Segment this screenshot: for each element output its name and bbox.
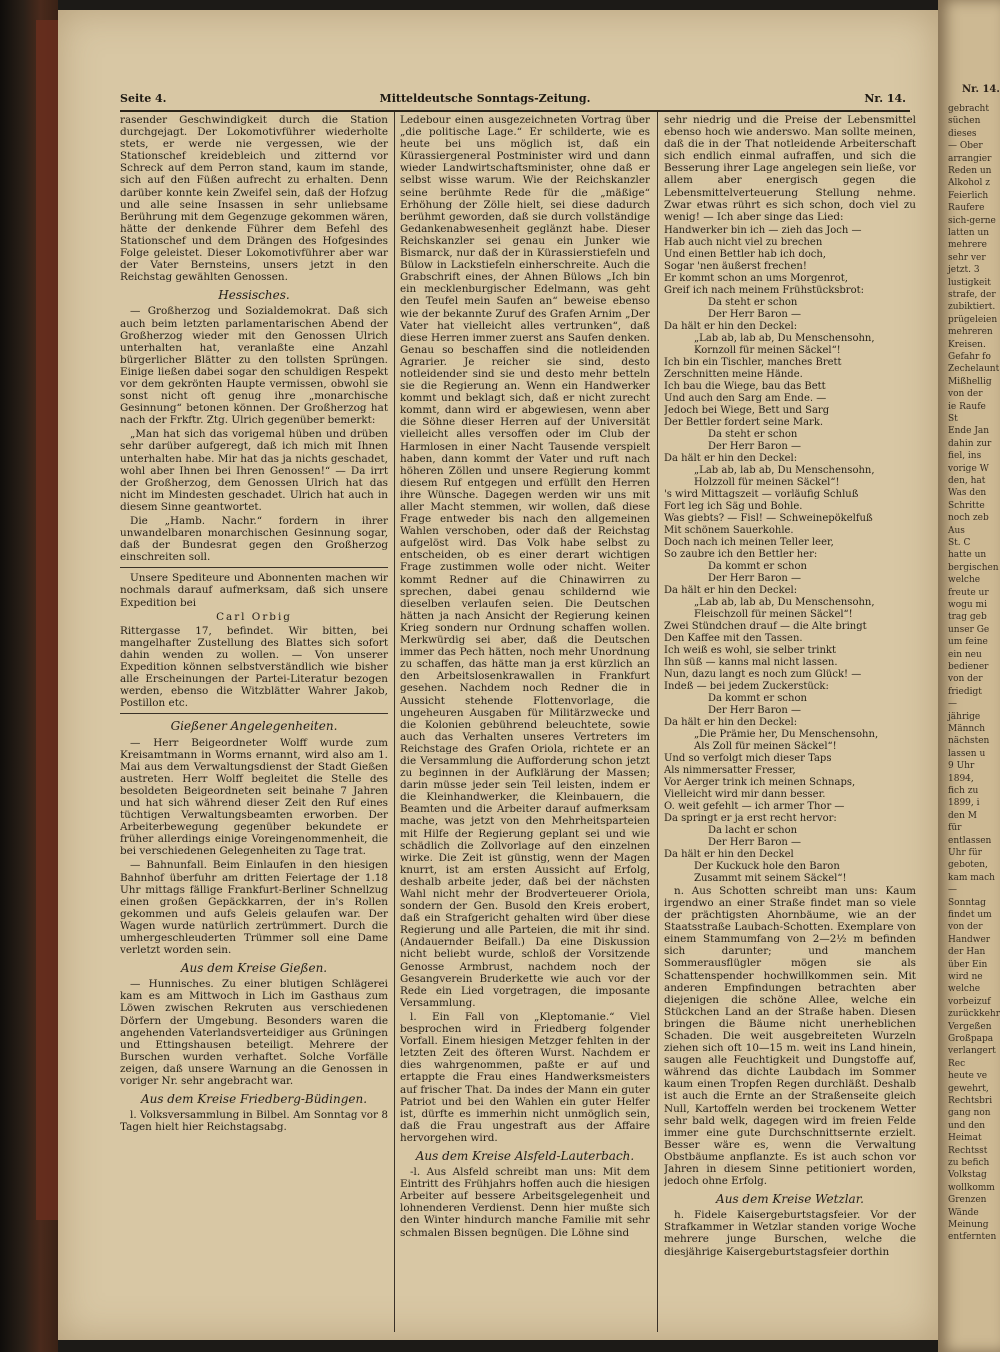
adjacent-page-line: Zechelaunt	[948, 364, 1000, 375]
adjacent-page-line: sich-gerne	[948, 215, 996, 226]
adjacent-page-line: zubiktiert.	[948, 302, 996, 313]
issue-number: Nr. 14.	[864, 92, 906, 105]
section-heading: Hessisches.	[218, 288, 290, 303]
adjacent-page-line: welche	[948, 575, 981, 586]
poem	[664, 225, 916, 885]
adjacent-page-line: Großpapa	[948, 1034, 994, 1044]
adjacent-page-line: und den	[948, 1120, 986, 1131]
newspaper-title: Mitteldeutsche Sonntags-Zeitung.	[379, 92, 591, 105]
article-text: Ledebour einen ausgezeichneten Vortrag über „die politische Lage.“ Er schilderte, wie es heute bei uns möglich ist, daß ein Kürassiergeneral Postminister wird und dann wieder Landwirtschaftsminister, ohne daß er selbst wisse warum. Wie der Reichskanzler seine berühmte Rede für die „mäßige“ Erhöhung der Zölle hielt, sei diese dadurch berühmt geworden, daß sie durch vollständige Gedankenabwesenheit geglänzt habe. Dieser Reichskanzler sei genau ein Junker wie Bismarck, nur daß der in Kürassierstiefeln und Bülow in Lackstiefeln einherschreite. Auch die Grabschrift eines, der Ahnen Bülows „Ich bin ein mecklenburgischer Edelmann, was geht den Teufel mein Saufen an“ beweise ebenso wie der bekannte Zuruf des Grafen Arnim „Der Vater hat vielleicht alles vertrunken“, daß diese Herren immer zuerst ans Saufen denken. Genau so beschaffen sind die notleidenden Agrarier. Je reicher sie sind, desto notleidender sind sie und desto mehr betteln sie die Regierung an. Wenn ein Handwerker kommt und beklagt sich, daß er nicht zurecht kommt, dann wird er abgewiesen, wenn aber die Söhne dieser Herren auf der Universität vielleicht alles versoffen oder im Club der Harmlosen in einer Nacht Tausende verspielt haben, dann kommt der Vater und ruft nach höheren Zöllen und unsere Regierung kommt diesem Ruf entgegen und erfüllt den Herren ihre Wünsche. Dagegen werden wir uns mit aller Macht stemmen, wir wollen, daß diese Frage entweder bis nach den allgemeinen Wahlen verschoben, oder daß der Reichstag aufgelöst wird. Das Volk habe selbst zu entscheiden, ob es einer derart wichtigen Frage zustimmen wolle oder nicht. Weiter kommt Redner auf die Chinawirren zu sprechen, dabei genau schildernd wie dieselben verlaufen seien. Die Deutschen hätten ja nach Ansicht der Regierung keinen Krieg sondern nur Ordnung schaffen wollen. Merkwürdig sei aber, daß die Deutschen immer das Pech hätten, noch mehr Unordnung zu schaffen, das hätte man ja erst kürzlich an den Arbeitslosenkrawallen in Frankfurt gesehen. Nachdem noch Redner die in Aussicht stehende Flottenvorlage, die ungeheuren Ausgaben für Militärzwecke und die Kolonien gebührend beleuchtete, sowie auch das Verhalten unseres Vertreters im Reichstage des Grafen Oriola, richtete er an die Versammlung die Aufforderung schon jetzt zu beginnen in der Aufklärung der Massen; darin müsse jeder sein Teil leisten, indem er die Kleinhandwerker, die Kleinbauern, die Beamten und die Arbeiter darauf aufmerksam mache, was jetzt von den Mehrheitsparteien mit Hilfe der Regierung geplant sei und wie schädlich die Zollvorlage auf den einzelnen wirke. Die Zeit ist günstig, wenn der Magen knurrt, ist am ersten Aussicht auf Erfolg, deshalb arbeite jeder, daß bei der nächsten Wahl nicht mehr der Brodverteuerer Oriola, sondern der Gen. Busold den Kreis erobert, daß ein Strafgericht gehalten wird über diese Regierung und alle Parteien, die mit ihr sind. (Andauernder Beifall.) Da eine Diskussion nicht beliebt wurde, schloß der Vorsitzende Genosse Armbrust, nachdem noch der Gesangverein Bruderkette wie auch vor der Rede ein Lied vorgetragen, die imposante Versammlung.	[400, 114, 650, 1009]
adjacent-page-line: Alkohol z	[948, 178, 990, 189]
poem-line: Als nimmersatter Fresser,	[664, 764, 796, 776]
adjacent-page-line: entfernten	[948, 1232, 997, 1243]
article-text: h. Fidele Kaisergeburtstagsfeier. Vor der Strafkammer in Wetzlar standen vorige Woche mehrere junge Burschen, welche die diesjährige Kaisergeburtstagsfeier dorthin	[664, 1209, 916, 1258]
poem-line: Was giebts? — Fisl! — Schweinepökelfuß	[664, 512, 873, 524]
poem-line: So zaubre ich den Bettler her:	[664, 548, 818, 560]
adjacent-page-line: Meinung	[948, 1220, 989, 1230]
adjacent-page-line: mehreren	[948, 327, 993, 338]
poem-line: Sogar 'nen äußerst frechen!	[664, 260, 807, 272]
poem-line: Nun, dazu langt es noch zum Glück! —	[664, 668, 862, 680]
poem-line: „Lab ab, lab ab, Du Menschensohn,	[694, 596, 875, 608]
adjacent-page-line: Männch	[948, 724, 986, 734]
article-text: — Großherzog und Sozialdemokrat. Daß sich auch beim letzten parlamentarischen Abend der Großherzog wieder mit den Genossen Ulrich unterhalten hat, veranlaßte eine Anzahl bürgerlicher Blätter zu den tollsten Sprüngen. Einige ließen dabei sogar den schuldigen Respekt vor dem gekrönten Haupte vermissen, obwohl sie sonst nicht oft genug ihre „monarchische Gesinnung“ betonen können. Der Großherzog hat nach der Frkftr. Ztg. Ulrich gegenüber bemerkt:	[120, 305, 388, 427]
adjacent-page-line: gang non	[948, 1108, 991, 1119]
poem-line: Der Herr Baron —	[708, 440, 802, 452]
poem-line: Der Bettler fordert seine Mark.	[664, 416, 824, 428]
section-heading: Gießener Angelegenheiten.	[170, 719, 338, 734]
poem-line: Der Herr Baron —	[708, 308, 802, 320]
adjacent-page-line: ie Raufe	[948, 401, 986, 412]
adjacent-page-line: gebracht	[948, 104, 989, 114]
adjacent-page-line: den, hat	[948, 476, 986, 486]
poem-line: Ich bau die Wiege, bau das Bett	[664, 380, 826, 392]
poem-line: Zwei Stündchen drauf — die Alte bringt	[664, 620, 867, 632]
adjacent-page-line: Was den	[948, 488, 987, 499]
article-text: -l. Aus Alsfeld schreibt man uns: Mit dem Eintritt des Frühjahrs hoffen auch die hiesigen Arbeiter auf bessere Arbeitsgelegenheit und lohnenderen Verdienst. Denn hier mußte sich den Winter hindurch manche Familie mit sehr schmalen Bissen begnügen. Die Löhne sind	[400, 1166, 650, 1239]
poem-line: Da hält er hin den Deckel:	[664, 320, 798, 332]
poem-line: Fleischzoll für meinen Säckel“!	[694, 608, 853, 620]
adjacent-page-line: entlassen	[948, 835, 992, 846]
adjacent-page-line: wollkomm	[948, 1182, 995, 1193]
poem-line: Da kommt er schon	[708, 692, 807, 704]
adjacent-page-line: hatte un	[948, 550, 987, 561]
adjacent-page-line: —	[948, 699, 957, 710]
article-text: Die „Hamb. Nachr.“ fordern in ihrer unwandelbaren monarchischen Gesinnung sogar, daß der Bundesrat gegen den Großherzog einschreiten soll.	[120, 515, 388, 564]
adjacent-page-line: jährige	[948, 711, 981, 722]
poem-line: 's wird Mittagszeit — vorläufig Schluß	[664, 488, 859, 500]
adjacent-page-line: über Ein	[948, 959, 988, 970]
adjacent-page-line: der Han	[948, 947, 986, 958]
column-2	[400, 114, 650, 1334]
adjacent-page-line: fich zu	[948, 786, 979, 796]
adjacent-page-line: strafe, der	[948, 290, 996, 300]
poem-line: Da kommt er schon	[708, 560, 807, 572]
adjacent-page-line: Mißhellig	[948, 376, 992, 387]
poem-line: Der Herr Baron —	[708, 572, 802, 584]
adjacent-page-line: sehr ver	[948, 252, 986, 263]
adjacent-page-line: jetzt. 3	[948, 265, 980, 276]
adjacent-page-line: süchen	[948, 116, 981, 127]
poem-line: Doch nach ich meinen Teller leer,	[664, 536, 834, 548]
adjacent-page-line: Uhr für	[948, 848, 982, 858]
poem-line: Da hält er hin den Deckel:	[664, 584, 798, 596]
adjacent-page-line: vorbeizuf	[948, 996, 991, 1007]
adjacent-page-line: wogu mi	[948, 600, 987, 610]
adjacent-page-line: bergischen	[948, 562, 999, 573]
article-text: — Bahnunfall. Beim Einlaufen in den hiesigen Bahnhof überfuhr am dritten Feiertage der 1.18 Uhr mittags fällige Frankfurt-Berliner Schnellzug einen großen Gepäckkarren, der in's Rollen gekommen und aufs Geleis gelaufen war. Der Wagen wurde natürlich zertrümmert. Durch die umhergeschleuderten Trümmer soll eine Dame verletzt worden sein.	[120, 859, 388, 957]
adjacent-page-line: dahin zur	[948, 438, 992, 449]
poem-line: Da springt er ja erst recht hervor:	[664, 812, 837, 824]
adjacent-page-line: für	[948, 823, 962, 834]
adjacent-page-line: geboten,	[948, 860, 988, 871]
poem-line: Holzzoll für meinen Säckel“!	[694, 476, 840, 488]
poem-line: Ich bin ein Tischler, manches Brett	[664, 356, 842, 368]
poem-line: Den Kaffee mit den Tassen.	[664, 632, 803, 644]
poem-line: Und so verfolgt mich dieser Taps	[664, 752, 832, 764]
poem-line: Er kommt schon an ums Morgenrot,	[664, 272, 848, 284]
separator	[120, 567, 388, 568]
adjacent-page-line: arrangier	[948, 153, 992, 164]
poem-line: Und auch den Sarg am Ende. —	[664, 392, 827, 404]
adjacent-page-line: Volkstag	[948, 1170, 987, 1181]
adjacent-page-line: Grenzen	[948, 1195, 987, 1206]
poem-line: Ihn süß — kanns mal nicht lassen.	[664, 656, 838, 668]
header-rule	[120, 110, 910, 112]
article-text: rasender Geschwindigkeit durch die Station durchgejagt. Der Lokomotivführer wiederholte stets, er werde nie vergessen, wie der Stationschef kreidebleich und zitternd vor Schreck auf dem Perron stand, kaum im stande, sich auf den Füßen aufrecht zu erhalten. Denn darüber konnte kein Zweifel sein, daß der Hofzug und alle seine Insassen in sehr unliebsame Berührung mit dem Gegenzuge gekommen wären, hätte der denkende Führer dem Befehl des Stationschef und dem Drängen des Hofgesindes Folge geleistet. Dieser Lokomotivführer aber war der Vater Bernsteins, unsers jetzt in den Reichstag gewählten Genossen.	[120, 114, 388, 284]
adjacent-page-line: Rec	[948, 1058, 966, 1069]
adjacent-page-line: lustigkeit	[948, 277, 991, 288]
adjacent-page-header: Nr. 14.	[962, 84, 1000, 95]
poem-line: „Lab ab, lab ab, Du Menschensohn,	[694, 332, 875, 344]
adjacent-page-line: von der	[948, 674, 983, 685]
poem-line: Und einen Bettler hab ich doch,	[664, 248, 826, 260]
article-text: „Man hat sich das vorigemal hüben und drüben sehr darüber aufgeregt, daß ich mich mit Ihnen unterhalten habe. Mir hat das ja nichts geschadet, wohl aber Ihnen bei Ihren Genossen!“ — Da irrt der Großherzog, dem Genossen Ulrich hat das nicht im Mindesten geschadet. Ulrich hat auch in diesem Sinne geantwortet.	[120, 428, 388, 513]
adjacent-page-line: um feine	[948, 637, 988, 648]
adjacent-page-line: St. C	[948, 538, 971, 548]
adjacent-page-line: — Ober	[948, 141, 983, 152]
adjacent-page-line: lassen u	[948, 748, 986, 759]
adjacent-page-line: prügeleien	[948, 314, 998, 325]
poem-line: Kornzoll für meinen Säckel“!	[694, 344, 841, 356]
poem-line: Indeß — bei jedem Zuckerstück:	[664, 680, 829, 692]
adjacent-page-line: friedigt	[948, 686, 982, 697]
poem-line: Da steht er schon	[708, 428, 798, 440]
notice-name: Carl Orbig	[216, 610, 292, 623]
adjacent-page-line: freute ur	[948, 587, 989, 598]
column-rule-1	[394, 112, 395, 1332]
adjacent-page-line: Kreisen.	[948, 339, 986, 350]
adjacent-page-line: zurückkehr	[948, 1009, 1000, 1020]
column-rule-2	[657, 112, 658, 1332]
adjacent-page-line: St	[948, 414, 958, 424]
poem-line: Da hält er hin den Deckel:	[664, 716, 798, 728]
article-text: sehr niedrig und die Preise der Lebensmittel ebenso hoch wie anderswo. Man sollte meinen, daß die in der That notleidende Arbeiterschaft sich endlich einmal aufraffen, und sich die Besserung ihrer Lage angelegen sein ließe, vor allem aber energisch gegen die Lebensmittelverteuerung Stellung nehme. Zwar etwas rührt es sich schon, doch viel zu wenig! — Ich aber singe das Lied:	[664, 114, 916, 223]
poem-line: Der Herr Baron —	[708, 704, 802, 716]
article-text: l. Volksversammlung in Bilbel. Am Sonntag vor 8 Tagen hielt hier Reichstagsabg.	[120, 1109, 388, 1134]
section-heading: Aus dem Kreise Gießen.	[180, 961, 328, 976]
adjacent-page-line: 9 Uhr	[948, 761, 975, 772]
adjacent-page-line: gewehrt,	[948, 1083, 989, 1094]
adjacent-page-line: Reden un	[948, 166, 992, 176]
poem-line: Fort leg ich Säg und Bohle.	[664, 500, 803, 512]
adjacent-page-line: 1894,	[948, 773, 974, 784]
adjacent-page-line: dieses	[948, 128, 977, 139]
article-text: — Hunnisches. Zu einer blutigen Schlägerei kam es am Mittwoch in Lich im Gasthaus zum Löwen zwischen Rekruten aus verschiedenen Dörfern der Umgebung. Besonders waren die angehenden Vaterlandsverteidiger aus Grüningen und Ettingshausen beteiligt. Mehrere der Burschen wurden verhaftet. Solche Vorfälle zeigen, daß unsere Warnung an die Genossen in voriger Nr. sehr angebracht war.	[120, 978, 388, 1088]
adjacent-page-line: zu befich	[948, 1158, 990, 1168]
adjacent-page-line: noch zeb	[948, 513, 989, 524]
adjacent-page-line: Ende Jan	[948, 426, 990, 437]
article-text: l. Ein Fall von „Kleptomanie.“ Viel besprochen wird in Friedberg folgender Vorfall. Einem hiesigen Metzger fehlten in der letzten Zeit des öfteren Wurst. Nachdem er dies wahrgenommen, paßte er auf und ertappte die Frau eines Handwerksmeisters auf frischer That. Da indes der Mann ein guter Patriot und bei den Wahlen ein guter Helfer ist, dürfte es immerhin nicht unmöglich sein, daß die Frau ungestraft aus der Affaire hervorgehen wird.	[400, 1010, 650, 1144]
poem-line: Da hält er hin den Deckel	[664, 848, 794, 860]
column-3	[664, 114, 916, 1334]
poem-line: Zerschnitten meine Hände.	[664, 368, 803, 380]
adjacent-page-line: unser Ge	[948, 624, 990, 635]
adjacent-page-line: Vergeßen	[948, 1021, 992, 1032]
adjacent-page-line: bediener	[948, 662, 989, 672]
adjacent-page-line: von der	[948, 389, 983, 400]
adjacent-page-line: Heimat	[948, 1133, 982, 1144]
poem-line: Da hält er hin den Deckel:	[664, 452, 798, 464]
section-heading: Aus dem Kreise Alsfeld-Lauterbach.	[415, 1148, 635, 1163]
poem-line: Vielleicht wird mir dann besser.	[664, 788, 826, 800]
adjacent-page-line: nächsten	[948, 736, 990, 747]
poem-line: Da steht er schon	[708, 296, 798, 308]
adjacent-page-line: latten un	[948, 228, 990, 238]
notice-text: Rittergasse 17, befindet. Wir bitten, bei mangelhafter Zustellung des Blattes sich sofort dahin wenden zu wollen. — Von unserer Expedition können selbstverständlich wie bisher alle Erscheinungen der Partei-Literatur bezogen werden, ebenso die Witzblätter Wahrer Jakob, Postillon etc.	[120, 624, 388, 710]
adjacent-page	[938, 0, 1000, 1352]
binding-edge	[36, 20, 58, 1220]
adjacent-page-line: kam mach	[948, 872, 995, 883]
adjacent-page-line: fiel, ins	[948, 451, 982, 462]
adjacent-page-line: von der	[948, 922, 983, 933]
page-number: Seite 4.	[120, 92, 167, 105]
adjacent-page-line: heute ve	[948, 1071, 988, 1082]
article-text: n. Aus Schotten schreibt man uns: Kaum irgendwo an einer Straße findet man so viele der prächtigsten Ahornbäume, wie an der Staatsstraße Laubach-Schotten. Exemplare von einem Stammumfang von 2—2½ m befinden sich darunter; und manchem Sommerausflügler mögen sie als Schattenspender hochwillkommen sein. Mit anderen Empfindungen betrachten aber diejenigen die schöne Allee, welche ein Stückchen Land an der Straße haben. Diesen bringen die Bäume nicht unerheblichen Schaden. Die weit ausgebreiteten Wurzeln ziehen sich oft 10—15 m. weit ins Land hinein, saugen alle Feuchtigkeit und Dungstoffe auf, während das dichte Laubdach im Sommer kaum einen Tropfen Regen durchläßt. Deshalb ist auch die Ernte an der Straßenseite gleich Null, Kartoffeln werden bei trockenem Wetter sehr bald welk, dagegen wird im freien Felde immer eine gute Durchschnittsernte erzielt. Besser wäre es, wenn die Verwaltung Obstbäume anpflanzte. Es ist auch schon vor Jahren in diesem Sinne petitioniert worden, jedoch ohne Erfolg.	[664, 884, 916, 1188]
adjacent-page-line: —	[948, 885, 957, 896]
poem-line: O. weit gefehlt — ich armer Thor —	[664, 800, 845, 812]
poem-line: Mit schönem Sauerkohle.	[664, 524, 794, 536]
adjacent-page-line: wird ne	[948, 972, 983, 982]
poem-line: „Lab ab, lab ab, Du Menschensohn,	[694, 464, 875, 476]
adjacent-page-line: mehrere	[948, 240, 987, 251]
adjacent-page-line: ein neu	[948, 649, 982, 660]
poem-line: Da lacht er schon	[708, 824, 798, 836]
poem-line: „Die Prämie her, Du Menschensohn,	[694, 728, 879, 740]
adjacent-page-line: Raufere	[948, 203, 985, 214]
adjacent-page-line: Aus	[948, 525, 965, 536]
section-heading: Aus dem Kreise Friedberg-Büdingen.	[140, 1092, 368, 1107]
poem-line: Greif ich nach meinem Frühstücksbrot:	[664, 284, 864, 296]
adjacent-page-line: Gefahr fo	[948, 352, 991, 362]
adjacent-page-line: Handwer	[948, 934, 991, 945]
adjacent-page-line: Rechtsst	[948, 1145, 988, 1156]
poem-line: Hab auch nicht viel zu brechen	[664, 236, 823, 248]
adjacent-page-line: Sonntag	[948, 897, 986, 908]
adjacent-page-line: Rechtsbri	[948, 1096, 993, 1106]
notice-text: Unsere Spediteure und Abonnenten machen wir nochmals darauf aufmerksam, daß sich unsere Expedition bei	[120, 572, 388, 609]
adjacent-page-line: den M	[948, 810, 977, 821]
adjacent-page-line: verlangert	[948, 1046, 996, 1057]
column-1	[120, 114, 388, 1334]
adjacent-page-line: trag geb	[948, 612, 987, 623]
section-heading: Aus dem Kreise Wetzlar.	[716, 1192, 864, 1207]
adjacent-page-line: findet um	[948, 910, 992, 920]
adjacent-page-line: Feierlich	[948, 190, 989, 201]
poem-line: Vor Aerger trink ich meinen Schnaps,	[664, 776, 856, 788]
adjacent-page-line: Schritte	[948, 500, 985, 511]
poem-line: Der Herr Baron —	[708, 836, 802, 848]
adjacent-page-line: welche	[948, 984, 981, 995]
book-binding	[0, 0, 58, 1352]
adjacent-page-line: Wände	[948, 1207, 979, 1218]
adjacent-page-line: vorige W	[948, 463, 989, 474]
poem-line: Zusammt mit seinem Säckel“!	[694, 872, 847, 884]
poem-line: Als Zoll für meinen Säckel“!	[694, 740, 837, 752]
poem-line: Ich weiß es wohl, sie selber trinkt	[664, 644, 836, 656]
separator	[120, 713, 388, 714]
poem-line: Jedoch bei Wiege, Bett und Sarg	[664, 404, 830, 416]
poem-line: Der Kuckuck hole den Baron	[694, 860, 840, 872]
poem-line: Handwerker bin ich — zieh das Joch —	[664, 224, 862, 236]
adjacent-page-line: 1899, i	[948, 798, 980, 809]
page-header	[64, 92, 906, 108]
article-text: — Herr Beigeordneter Wolff wurde zum Kreisamtmann in Worms ernannt, wird also am 1. Mai aus dem Verwaltungsdienst der Stadt Gießen austreten. Herr Wolff begleitet die Stelle des besoldeten Beigeordneten seit beinahe 7 Jahren und hat sich während dieser Zeit den Ruf eines tüchtigen Verwaltungsbeamten erworben. Der Arbeiterbewegung gegenüber bekundete er früher allerdings einige Voreingenommenheit, die bei verschiedenen Gelegenheiten zu Tage trat.	[120, 736, 388, 858]
